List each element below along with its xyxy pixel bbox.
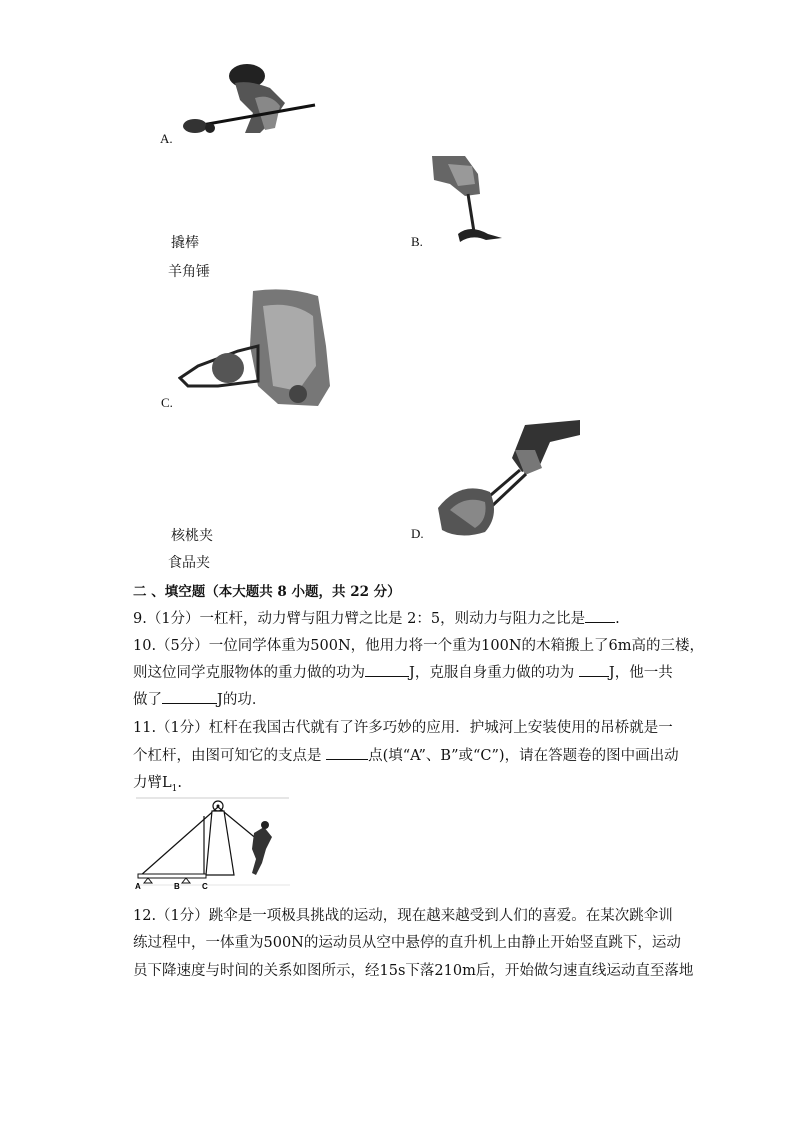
q11-line3 bbox=[133, 771, 182, 794]
option-c-letter: C. bbox=[161, 395, 173, 410]
q10-line2b: J，克服自身重力做的功为 bbox=[409, 665, 579, 681]
option-a-caption: 撬棒 bbox=[171, 235, 199, 251]
fig-label-a: A bbox=[135, 882, 141, 891]
q10-line2a: 则这位同学克服物体的重力做的功为 bbox=[133, 665, 365, 681]
q9-blank bbox=[585, 608, 615, 623]
q11-line3-sub: 1 bbox=[171, 783, 178, 794]
nutcracker-illustration bbox=[178, 286, 333, 410]
option-b-caption: 羊角锤 bbox=[168, 264, 210, 280]
q11-line3-text: 力臂L bbox=[133, 775, 172, 791]
q10-line1: 10.（5分）一位同学体重为500N，他用力将一个重为100N的木箱搬上了6m高的三楼， bbox=[133, 638, 704, 654]
fig-label-c: C bbox=[202, 882, 208, 891]
q10-blank-3 bbox=[162, 689, 217, 704]
food-tongs-illustration bbox=[430, 420, 582, 540]
q12-line2: 练过程中，一体重为500N的运动员从空中悬停的直升机上由静止开始竖直跳下，运动 bbox=[133, 935, 681, 951]
q11-line1: 11.（1分）杠杆在我国古代就有了许多巧妙的应用．护城河上安装使用的吊桥就是一 bbox=[133, 720, 673, 736]
q10-line2 bbox=[133, 661, 673, 682]
q11-line2 bbox=[133, 744, 679, 765]
q9-tail: . bbox=[615, 611, 620, 627]
q10-line3b: J的功． bbox=[217, 692, 267, 708]
drawbridge-figure bbox=[134, 797, 294, 893]
option-b-letter: B. bbox=[411, 234, 423, 249]
q11-line2b: 点(填“A”、B”或“C”)，请在答题卷的图中画出动 bbox=[368, 748, 679, 764]
q11-blank bbox=[326, 745, 368, 760]
option-c-caption: 核桃夹 bbox=[171, 528, 213, 544]
q10-line2c: J，他一共 bbox=[608, 665, 673, 681]
q12-line3: 员下降速度与时间的关系如图所示，经15s下落210m后，开始做匀速直线运动直至落地 bbox=[133, 963, 694, 979]
q12-line1: 12.（1分）跳伞是一项极具挑战的运动，现在越来越受到人们的喜爱。在某次跳伞训 bbox=[133, 908, 673, 924]
q9-text: 9.（1分）一杠杆，动力臂与阻力臂之比是 2：5，则动力与阻力之比是 bbox=[133, 611, 586, 627]
q10-blank-2 bbox=[579, 662, 609, 677]
option-d-caption: 食品夹 bbox=[168, 555, 210, 571]
option-a-letter: A. bbox=[160, 131, 173, 146]
q10-line3a: 做了 bbox=[133, 692, 162, 708]
q10-blank-1 bbox=[365, 662, 409, 677]
option-d-letter: D. bbox=[411, 526, 424, 541]
question-9 bbox=[133, 607, 620, 628]
crowbar-illustration bbox=[175, 58, 320, 140]
q10-line3 bbox=[133, 688, 266, 709]
q11-line3-tail: . bbox=[177, 775, 182, 791]
fig-label-b: B bbox=[174, 882, 180, 891]
section-heading: 二 、填空题（本大题共 8 小题，共 22 分） bbox=[133, 584, 401, 600]
q11-line2a: 个杠杆，由图可知它的支点是 bbox=[133, 748, 327, 764]
claw-hammer-illustration bbox=[430, 154, 510, 246]
